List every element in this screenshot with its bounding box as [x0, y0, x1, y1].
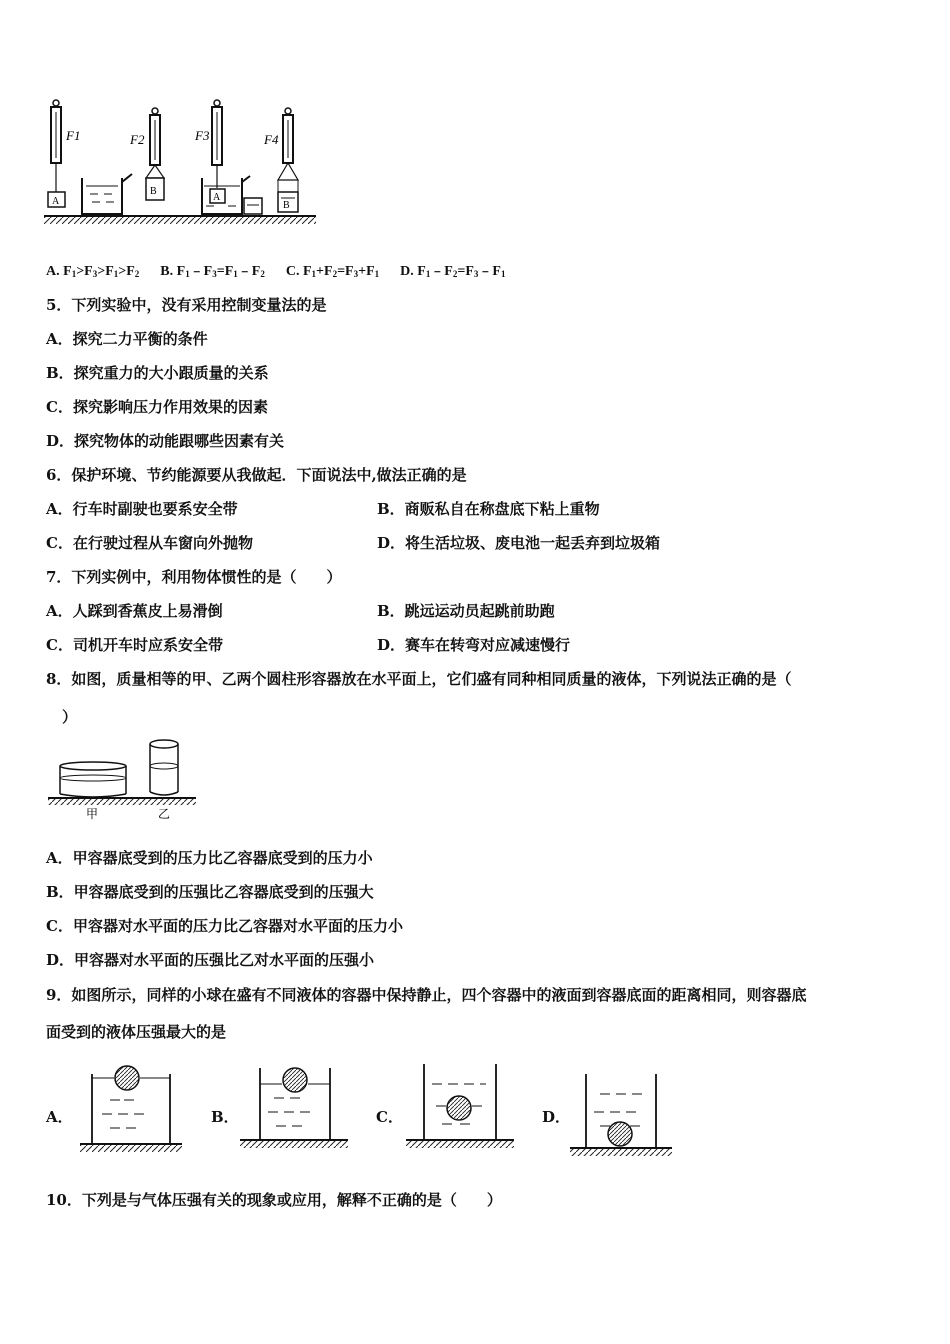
q9-container-a [80, 1062, 184, 1158]
label-f2: F2 [130, 132, 145, 147]
spring-scale-4 [278, 108, 298, 212]
q9-option-d-label: D． [542, 1108, 571, 1126]
q9-container-b [240, 1062, 350, 1158]
label-a2: A [213, 192, 221, 203]
q9-container-c [406, 1062, 516, 1158]
q9-option-c-label: C． [376, 1108, 403, 1126]
q8-option-d: D．甲容器对水平面的压强比乙对水平面的压强小 [46, 951, 375, 969]
q9-option-a-label: A． [46, 1108, 73, 1126]
label-b1: B [150, 186, 157, 197]
label-f4: F4 [264, 132, 279, 147]
q6-option-c: C．在行驶过程从车窗向外抛物 [46, 534, 253, 552]
container-yi [150, 740, 178, 795]
label-f3: F3 [195, 128, 210, 143]
overflow-can [82, 174, 132, 214]
q7-option-d: D．赛车在转弯对应减速慢行 [377, 636, 571, 654]
label-b2: B [283, 200, 290, 211]
spring-scale-1 [48, 100, 65, 207]
q9-option-b-label: B． [211, 1108, 239, 1126]
q7-option-c: C．司机开车时应系安全带 [46, 636, 223, 654]
label-yi: 乙 [158, 807, 171, 821]
q8-stem-line1: 8．如图，质量相等的甲、乙两个圆柱形容器放在水平面上，它们盛有同种相同质量的液体，下列说法正确的是（ [46, 670, 792, 688]
table-hatch [44, 217, 316, 224]
floor-hatch [48, 799, 196, 805]
q7-option-b: B．跳远运动员起跳前助跑 [377, 602, 555, 620]
ball-icon [608, 1122, 632, 1146]
q7-stem: 7．下列实例中，利用物体惯性的是（ ） [46, 568, 342, 586]
q6-option-b: B．商贩私自在称盘底下粘上重物 [377, 500, 600, 518]
q5-option-b: B．探究重力的大小跟质量的关系 [46, 364, 269, 382]
q4-option-b: B. $F_1﹣F_3=F_1﹣F_2$ [160, 264, 265, 279]
q8-stem-line2: ） [62, 708, 78, 726]
container-jia [60, 762, 126, 797]
label-f1: F1 [66, 128, 81, 143]
q4-options [46, 262, 505, 284]
q8-option-b: B．甲容器底受到的压强比乙容器底受到的压强大 [46, 883, 374, 901]
q6-stem: 6．保护环境、节约能源要从我做起．下面说法中,做法正确的是 [46, 466, 467, 484]
containers-figure [46, 736, 198, 824]
label-jia: 甲 [86, 807, 99, 821]
small-bucket [244, 198, 262, 214]
spring-scale-3 [202, 100, 250, 214]
q9-stem-line2: 面受到的液体压强最大的是 [46, 1023, 227, 1041]
q4-option-c: C. $F_1+F_2=F_3+F_1$ [285, 264, 380, 279]
q9-container-d [570, 1062, 674, 1158]
q6-option-a: A．行车时副驶也要系安全带 [46, 500, 238, 518]
q5-stem: 5．下列实验中，没有采用控制变量法的是 [46, 296, 327, 314]
q4-option-a: A. $F_1>F_3>F_1>F_2$ [46, 264, 140, 279]
ball-icon [447, 1096, 471, 1120]
q7-option-a: A．人踩到香蕉皮上易滑倒 [46, 602, 223, 620]
q5-option-c: C．探究影响压力作用效果的因素 [46, 398, 268, 416]
q9-stem-line1: 9．如图所示，同样的小球在盛有不同液体的容器中保持静止，四个容器中的液面到容器底面的距离相同，则容器底 [46, 986, 807, 1004]
spring-scale-figure [44, 98, 316, 230]
q8-option-c: C．甲容器对水平面的压力比乙容器对水平面的压力小 [46, 917, 403, 935]
label-a1: A [52, 196, 60, 207]
q4-option-d: D. $F_1﹣F_2=F_3﹣F_1$ [400, 264, 506, 279]
q5-option-d: D．探究物体的动能跟哪些因素有关 [46, 432, 285, 450]
q5-option-a: A．探究二力平衡的条件 [46, 330, 208, 348]
q10-stem: 10．下列是与气体压强有关的现象或应用，解释不正确的是（ ） [46, 1191, 502, 1209]
q6-option-d: D．将生活垃圾、废电池一起丢弃到垃圾箱 [377, 534, 661, 552]
ball-icon [115, 1066, 139, 1090]
ball-icon [283, 1068, 307, 1092]
q8-option-a: A．甲容器底受到的压力比乙容器底受到的压力小 [46, 849, 373, 867]
